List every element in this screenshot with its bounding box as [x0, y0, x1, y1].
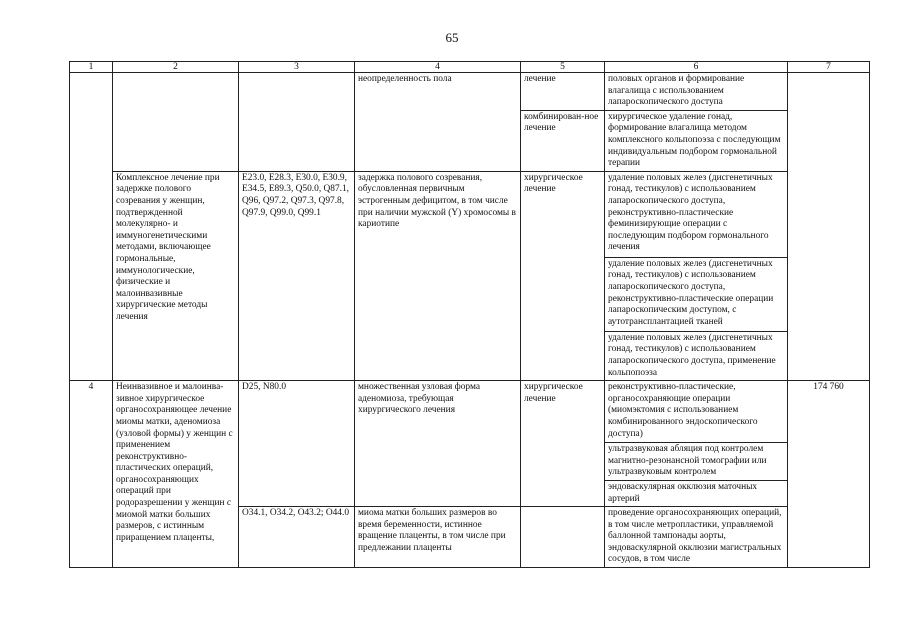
method-cell: реконструктивно-пластические, органосохраняющие операции (миомэктомия с использованием комбинированного эндоскопического доступа) — [605, 381, 788, 443]
column-header: 4 — [355, 62, 521, 73]
diagnosis-cell: неопределенность пола — [355, 73, 521, 172]
column-header: 2 — [113, 62, 239, 73]
column-header: 7 — [788, 62, 870, 73]
row-number-cell — [70, 73, 113, 381]
treatment-type-cell — [521, 507, 605, 568]
column-header: 1 — [70, 62, 113, 73]
service-name-cell: Комплексное лечение при задержке полового созревания у женщин, подтвержденной молекулярно- и иммуногенетическими методами, включающее гормональные, иммунологические, физические и малоинвазивные хирургические методы лечения — [113, 171, 239, 380]
method-cell: удаление половых желез (дисгенетичных гонад, тестикулов) с использованием лапароскопического доступа, реконструктивно-пластические феминизирующие операции с последующим подбором гормонального лечения — [605, 171, 788, 257]
table-row — [70, 73, 870, 111]
icd-codes-cell — [239, 73, 355, 172]
method-cell: удаление половых желез (дисгенетичных гонад, тестикулов) с использованием лапароскопического доступа, применение кольпопоэза — [605, 331, 788, 380]
icd-codes-cell: O34.1, O34.2, O43.2; O44.0 — [239, 507, 355, 568]
service-name-cell — [113, 73, 239, 172]
method-cell: хирургическое удаление гонад, формирование влагалища методом комплексного кольпопоэза с последующим индивидуальным подбором гормональной терапии — [605, 110, 788, 171]
column-header: 5 — [521, 62, 605, 73]
method-cell: эндоваскулярная окклюзия маточных артерий — [605, 480, 788, 506]
diagnosis-cell: множественная узловая форма аденомиоза, требующая хирургического лечения — [355, 381, 521, 507]
price-cell: 174 760 — [788, 381, 870, 568]
method-cell: проведение органосохраняющих операций, в том числе метропластики, управляемой баллонной тампонады аорты, эндоваскулярной окклюзии магистральных сосудов, в том числе — [605, 507, 788, 568]
diagnosis-cell: задержка полового созревания, обусловленная первичным эстрогенным дефицитом, в том числе при наличии мужской (Y) хромосомы в кариотипе — [355, 171, 521, 380]
row-number-cell: 4 — [70, 381, 113, 568]
method-cell: ультразвуковая абляция под контролем магнитно-резонансной томографии или ультразвуковым контролем — [605, 443, 788, 481]
treatment-type-cell: лечение — [521, 73, 605, 111]
method-cell: половых органов и формирование влагалища с использованием лапароскопического доступа — [605, 73, 788, 111]
table-header-row — [70, 62, 870, 73]
method-cell: удаление половых желез (дисгенетичных гонад, тестикулов) с использованием лапароскопического доступа, реконструктивно-пластические операции лапароскопическим доступом, с аутотрансплантацией тканей — [605, 257, 788, 331]
treatment-type-cell: хирургическое лечение — [521, 171, 605, 380]
table-row — [70, 171, 870, 257]
treatment-type-cell: комбинирован-ное лечение — [521, 110, 605, 171]
treatment-type-cell: хирургическое лечение — [521, 381, 605, 507]
table-row — [70, 381, 870, 443]
icd-codes-cell: E23.0, E28.3, E30.0, E30.9, E34.5, E89.3, Q50.0, Q87.1, Q96, Q97.2, Q97.3, Q97.8, Q97.9, Q99.0, Q99.1 — [239, 171, 355, 380]
column-header: 3 — [239, 62, 355, 73]
icd-codes-cell: D25, N80.0 — [239, 381, 355, 507]
page-number: 65 — [445, 30, 459, 45]
diagnosis-cell: миома матки больших размеров во время беременности, истинное вращение плаценты, в том числе при предлежании плаценты — [355, 507, 521, 568]
service-name-cell: Неинвазивное и малоинва-зивное хирургическое органосохраняющее лечение миомы матки, аденомиоза (узловой формы) у женщин с применением реконструктивно-пластических операций, органосохраняющих операций при родоразрешении у женщин с миомой матки больших размеров, с истинным приращением плаценты, — [113, 381, 239, 568]
price-cell — [788, 73, 870, 381]
services-table — [69, 61, 870, 568]
column-header: 6 — [605, 62, 788, 73]
